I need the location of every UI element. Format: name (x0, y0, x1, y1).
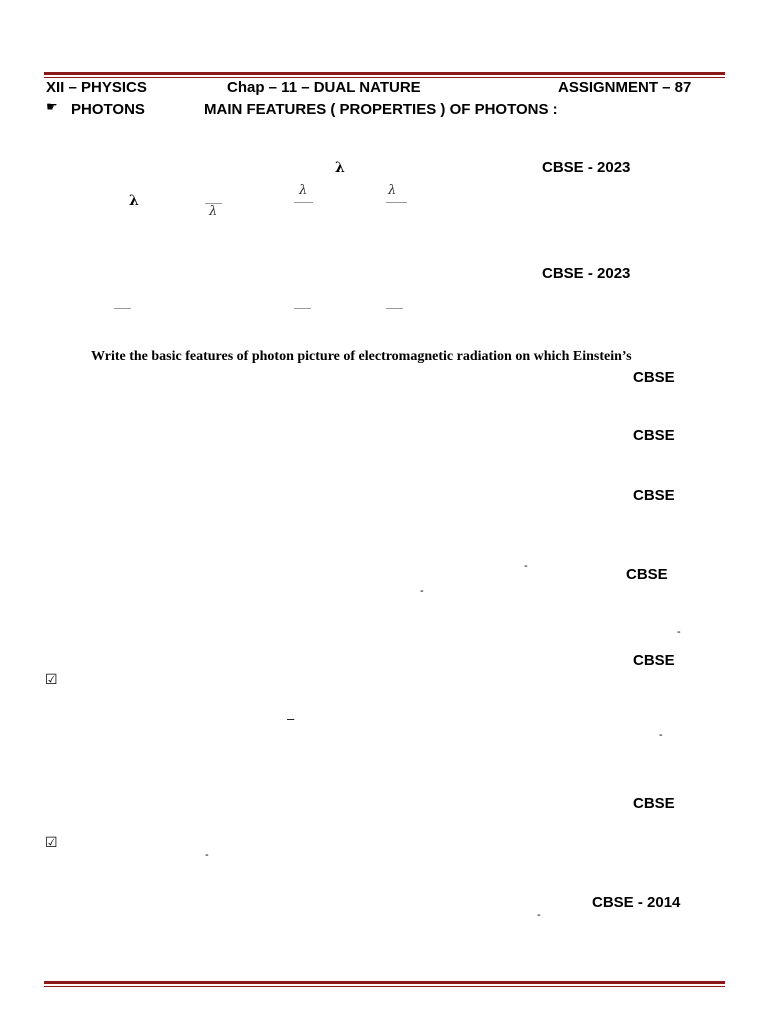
lambda-symbol: λ (209, 204, 218, 219)
dash-mark: - (537, 909, 541, 921)
question-6-tag: CBSE (626, 566, 668, 583)
top-rule-thick (44, 72, 725, 75)
lambda-symbol: λ (335, 160, 345, 176)
question-4-tag: CBSE (633, 427, 675, 444)
lambda-symbol: λ (129, 193, 139, 209)
header-chapter: Chap – 11 – DUAL NATURE (227, 79, 421, 96)
question-9-tag: CBSE - 2014 (592, 894, 681, 911)
checkbox-icon: ☑ (45, 835, 58, 851)
question-8-tag: CBSE (633, 795, 675, 812)
header-class-subject: XII – PHYSICS (46, 79, 147, 96)
question-1-tag: CBSE - 2023 (542, 159, 631, 176)
dash-mark: - (420, 585, 424, 597)
dash-mark: - (524, 560, 528, 572)
lambda-symbol: λ (388, 183, 397, 198)
question-5-tag: CBSE (633, 487, 675, 504)
checkbox-icon: ☑ (45, 672, 58, 688)
dash-mark: - (677, 626, 681, 638)
bottom-rule-thick (44, 981, 725, 984)
topic-title: PHOTONS (71, 101, 145, 118)
question-3-tag: CBSE (633, 369, 675, 386)
top-rule-thin (44, 77, 725, 78)
fraction-bar (294, 308, 311, 309)
fraction-bar (386, 202, 407, 203)
fraction-bar (114, 308, 131, 309)
dash-mark: – (287, 711, 295, 726)
question-2-tag: CBSE - 2023 (542, 265, 631, 282)
bottom-rule-thin (44, 986, 725, 987)
pointing-hand-icon: ☛ (46, 100, 58, 115)
question-7-tag: CBSE (633, 652, 675, 669)
dash-mark: - (205, 849, 209, 861)
fraction-bar (386, 308, 403, 309)
question-3-text: Write the basic features of photon picture of electromagnetic radiation on which Einstein’s (91, 349, 632, 364)
header-assignment: ASSIGNMENT – 87 (558, 79, 692, 96)
lambda-symbol: λ (299, 183, 308, 198)
dash-mark: - (659, 729, 663, 741)
section-subtitle: MAIN FEATURES ( PROPERTIES ) OF PHOTONS : (204, 101, 558, 118)
fraction-bar (294, 202, 313, 203)
